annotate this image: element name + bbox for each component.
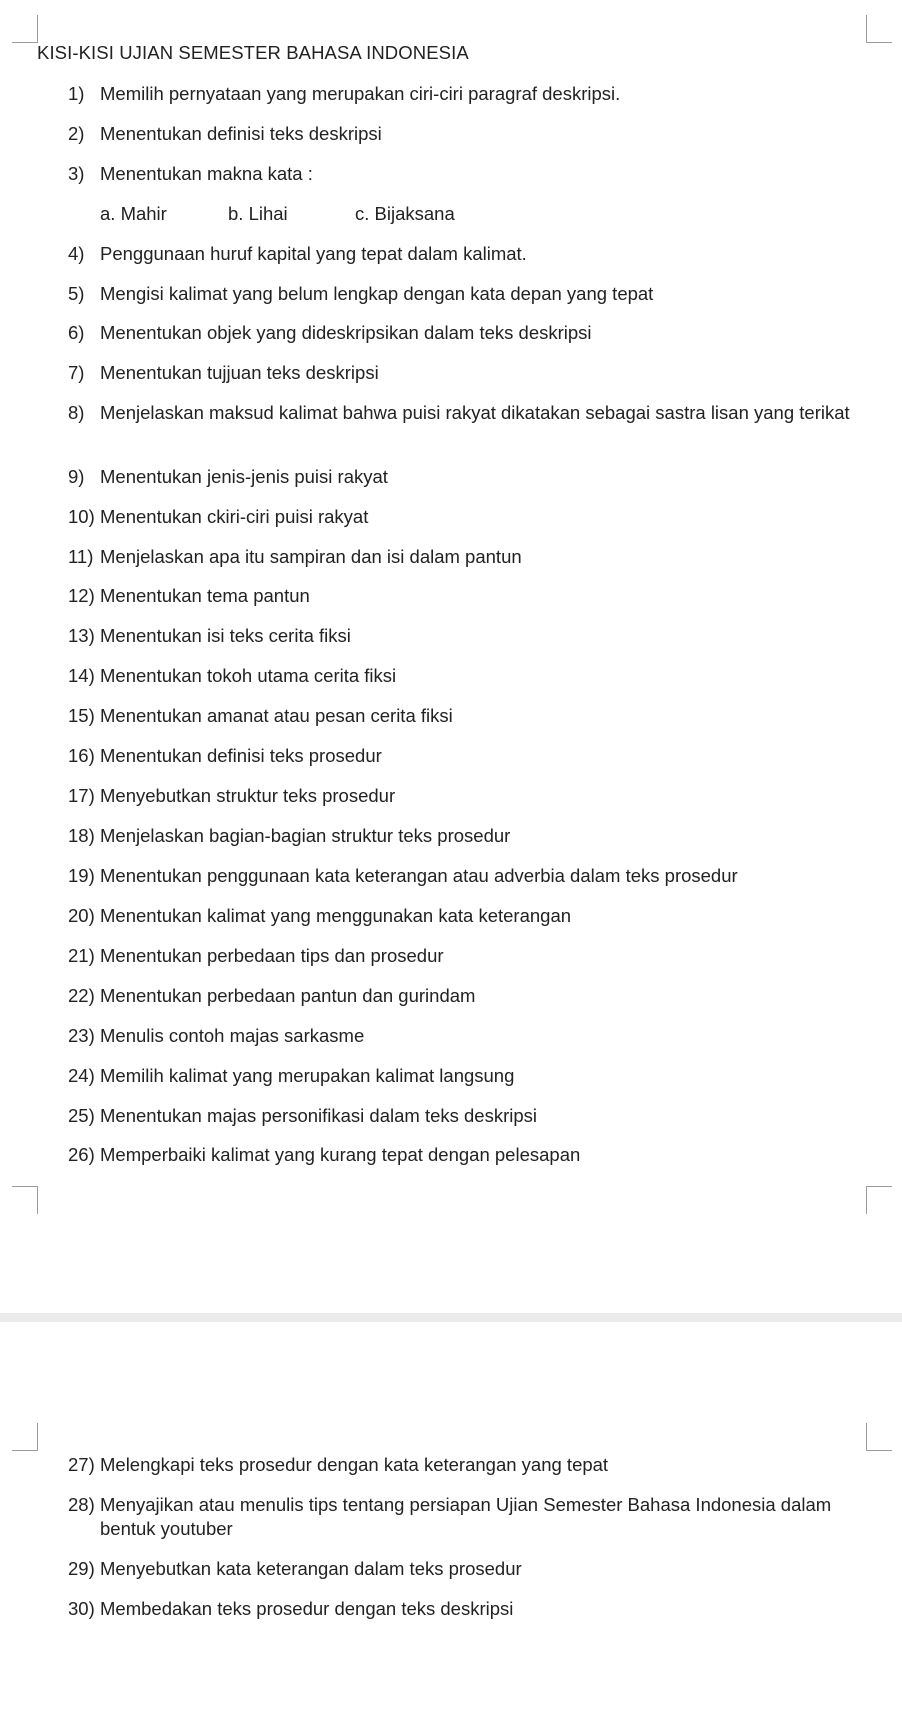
item-text: Memilih kalimat yang merupakan kalimat langsung bbox=[100, 1065, 515, 1086]
item-text: Membedakan teks prosedur dengan teks deskripsi bbox=[100, 1598, 514, 1619]
item-number: 26) bbox=[68, 1144, 95, 1165]
item-text: Menyebutkan kata keterangan dalam teks prosedur bbox=[100, 1558, 522, 1579]
item-text: Menulis contoh majas sarkasme bbox=[100, 1025, 365, 1046]
item-number: 5) bbox=[68, 283, 85, 304]
item-number: 21) bbox=[68, 945, 95, 966]
item-text: Menentukan kalimat yang menggunakan kata keterangan bbox=[100, 905, 572, 926]
item-text: Menentukan tokoh utama cerita fiksi bbox=[100, 665, 397, 686]
item-number: 8) bbox=[68, 402, 85, 423]
item-number: 13) bbox=[68, 625, 95, 646]
item-number: 30) bbox=[68, 1598, 95, 1619]
corner-mark-top-left bbox=[12, 15, 38, 43]
item-number: 7) bbox=[68, 362, 85, 383]
item-text: Menentukan objek yang dideskripsikan dalam teks deskripsi bbox=[100, 322, 592, 343]
corner-mark-bottom-right bbox=[866, 1186, 892, 1214]
item-text: Menyajikan atau menulis tips tentang persiapan Ujian Semester Bahasa Indonesia dalam bentuk youtuber bbox=[100, 1494, 832, 1539]
item-number: 6) bbox=[68, 322, 85, 343]
item-number: 19) bbox=[68, 865, 95, 886]
item-number: 22) bbox=[68, 985, 95, 1006]
corner-mark-top-right bbox=[866, 1423, 892, 1451]
item-text: Menentukan makna kata : bbox=[100, 163, 313, 184]
item-text: Menentukan perbedaan tips dan prosedur bbox=[100, 945, 444, 966]
item-number: 4) bbox=[68, 243, 85, 264]
item-text: Menentukan perbedaan pantun dan gurindam bbox=[100, 985, 476, 1006]
item-number: 16) bbox=[68, 745, 95, 766]
document-page-2 bbox=[0, 1322, 902, 1718]
item-text: Menentukan isi teks cerita fiksi bbox=[100, 625, 351, 646]
item-number: 1) bbox=[68, 83, 85, 104]
page-separator bbox=[0, 1313, 902, 1322]
option-c: c. Bijaksana bbox=[355, 203, 455, 224]
item-number: 17) bbox=[68, 785, 95, 806]
item-text: Menentukan jenis-jenis puisi rakyat bbox=[100, 466, 388, 487]
document-title: KISI-KISI UJIAN SEMESTER BAHASA INDONESIA bbox=[37, 42, 469, 63]
item-number: 20) bbox=[68, 905, 95, 926]
item-number: 2) bbox=[68, 123, 85, 144]
corner-mark-top-left bbox=[12, 1423, 38, 1451]
corner-mark-bottom-left bbox=[12, 1186, 38, 1214]
item-text: Menyebutkan struktur teks prosedur bbox=[100, 785, 396, 806]
item-text: Memilih pernyataan yang merupakan ciri-ciri paragraf deskripsi. bbox=[100, 83, 621, 104]
item-text: Menjelaskan bagian-bagian struktur teks prosedur bbox=[100, 825, 511, 846]
item-text: Menjelaskan apa itu sampiran dan isi dalam pantun bbox=[100, 546, 522, 567]
item-number: 24) bbox=[68, 1065, 95, 1086]
item-text: Menentukan amanat atau pesan cerita fiksi bbox=[100, 705, 453, 726]
item-text: Menentukan definisi teks prosedur bbox=[100, 745, 382, 766]
item-text: Menentukan majas personifikasi dalam teks deskripsi bbox=[100, 1105, 538, 1126]
item-text: Menentukan penggunaan kata keterangan atau adverbia dalam teks prosedur bbox=[100, 865, 738, 886]
item-number: 23) bbox=[68, 1025, 95, 1046]
item-number: 18) bbox=[68, 825, 95, 846]
item-number: 11) bbox=[68, 546, 94, 567]
item-text: Menentukan ckiri-ciri puisi rakyat bbox=[100, 506, 369, 527]
item-text: Mengisi kalimat yang belum lengkap dengan kata depan yang tepat bbox=[100, 283, 654, 304]
option-b: b. Lihai bbox=[228, 203, 288, 224]
item-number: 9) bbox=[68, 466, 85, 487]
item-text: Menentukan tema pantun bbox=[100, 585, 310, 606]
item-number: 15) bbox=[68, 705, 95, 726]
item-text: Penggunaan huruf kapital yang tepat dalam kalimat. bbox=[100, 243, 527, 264]
item-number: 10) bbox=[68, 506, 95, 527]
item-text: Memperbaiki kalimat yang kurang tepat dengan pelesapan bbox=[100, 1144, 581, 1165]
item-number: 27) bbox=[68, 1454, 95, 1475]
item-text: Menentukan definisi teks deskripsi bbox=[100, 123, 382, 144]
item-text: Menjelaskan maksud kalimat bahwa puisi rakyat dikatakan sebagai sastra lisan yang terikat bbox=[100, 402, 850, 423]
item-number: 14) bbox=[68, 665, 95, 686]
item-number: 25) bbox=[68, 1105, 95, 1126]
item-text: Melengkapi teks prosedur dengan kata keterangan yang tepat bbox=[100, 1454, 609, 1475]
option-a: a. Mahir bbox=[100, 203, 167, 224]
corner-mark-top-right bbox=[866, 15, 892, 43]
item-number: 29) bbox=[68, 1558, 95, 1579]
item-number: 3) bbox=[68, 163, 85, 184]
item-number: 12) bbox=[68, 585, 95, 606]
item-number: 28) bbox=[68, 1494, 95, 1515]
item-text: Menentukan tujjuan teks deskripsi bbox=[100, 362, 379, 383]
